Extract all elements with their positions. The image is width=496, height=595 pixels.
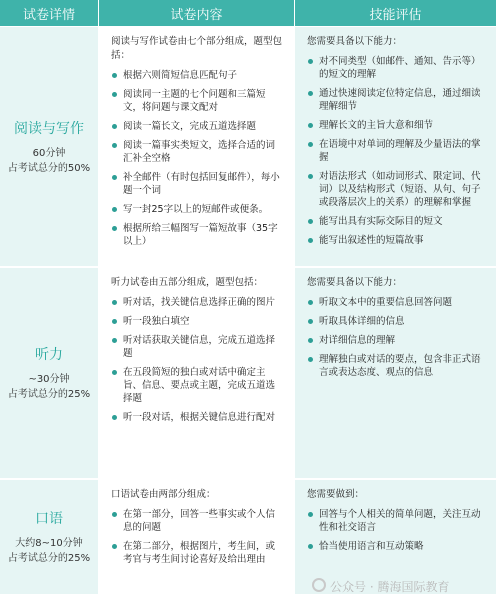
wechat-icon <box>312 578 326 592</box>
bullet-icon <box>112 73 117 78</box>
header-exam-details: 试卷详情 <box>0 0 98 26</box>
bullet-icon <box>112 143 117 148</box>
list-item: 回答与个人相关的简单问题，关注互动性和社交语言 <box>307 508 488 534</box>
section-weight: 占考试总分的25% <box>7 553 91 564</box>
bullet-icon <box>308 338 313 343</box>
bullet-icon <box>308 300 313 305</box>
list-item: 在第二部分，根据图片，考生间，或考官与考生间讨论喜好及给出理由 <box>111 540 284 566</box>
section-reading-writing-details <box>0 27 98 266</box>
bullet-icon <box>308 59 313 64</box>
list-item: 听一段独白填空 <box>111 315 284 328</box>
bullet-icon <box>308 91 313 96</box>
section-weight: 占考试总分的25% <box>7 389 91 400</box>
bullet-icon <box>112 544 117 549</box>
header-skill-assessment: 技能评估 <box>295 0 496 26</box>
bullet-icon <box>112 319 117 324</box>
bullet-icon <box>308 544 313 549</box>
section-duration: 60分钟 <box>32 147 66 159</box>
list-item: 写一封25字以上的短邮件或便条。 <box>111 203 284 216</box>
section-listening-content <box>99 268 294 478</box>
header-exam-content: 试卷内容 <box>99 0 294 26</box>
bullet-icon <box>112 226 117 231</box>
list-item: 对语法形式（如动词形式、限定词、代词）以及结构形式（短语、从句、句子或段落层次上的关系）的理解和掌握 <box>307 170 488 209</box>
list-item: 恰当使用语言和互动策略 <box>307 540 488 553</box>
bullet-icon <box>308 219 313 224</box>
bullet-icon <box>112 92 117 97</box>
list-item: 通过快速阅读定位特定信息，通过细读理解细节 <box>307 87 488 113</box>
list-item: 听一段对话，根据关键信息进行配对 <box>111 411 284 424</box>
bullet-icon <box>112 338 117 343</box>
skills-intro: 您需要具备以下能力： <box>307 277 403 288</box>
list-item: 听取具体详细的信息 <box>307 315 488 328</box>
bullet-icon <box>112 124 117 129</box>
list-item: 阅读一篇事实类短文，选择合适的词汇补全空格 <box>111 139 284 165</box>
list-item: 听对话，找关键信息选择正确的图片 <box>111 296 284 309</box>
skills-intro: 您需要做到： <box>307 489 365 500</box>
list-item: 根据六则简短信息匹配句子 <box>111 69 284 82</box>
bullet-icon <box>308 174 313 179</box>
list-item: 阅读同一主题的七个问题和三篇短文，将问题与课文配对 <box>111 88 284 114</box>
bullet-icon <box>308 319 313 324</box>
bullet-icon <box>112 300 117 305</box>
watermark: 公众号 · 腾海国际教育 <box>330 580 450 594</box>
list-item: 根据所给三幅图写一篇短故事（35字以上） <box>111 222 284 248</box>
list-item: 补全邮件（有时包括回复邮件），每小题一个词 <box>111 171 284 197</box>
list-item: 阅读一篇长文，完成五道选择题 <box>111 120 284 133</box>
section-duration: ~30分钟 <box>28 374 70 385</box>
section-speaking-content <box>99 480 294 594</box>
bullet-icon <box>308 357 313 362</box>
section-title: 口语 <box>35 511 63 527</box>
list-item: 在五段简短的独白或对话中确定主旨、信息、要点或主题，完成五道选择题 <box>111 366 284 405</box>
skills-intro: 您需要具备以下能力： <box>307 36 403 47</box>
section-title: 听力 <box>35 347 63 363</box>
list-item: 对详细信息的理解 <box>307 334 488 347</box>
bullet-icon <box>112 512 117 517</box>
bullet-icon <box>308 238 313 243</box>
list-item: 对不同类型（如邮件、通知、告示等）的短文的理解 <box>307 55 488 81</box>
section-duration: 大约8~10分钟 <box>15 538 83 549</box>
bullet-icon <box>308 142 313 147</box>
section-title: 阅读与写作 <box>14 120 84 137</box>
list-item: 能写出叙述性的短篇故事 <box>307 234 488 247</box>
bullet-icon <box>308 512 313 517</box>
content-intro: 听力试卷由五部分组成，题型包括： <box>111 277 264 288</box>
list-item: 听对话获取关键信息，完成五道选择题 <box>111 334 284 360</box>
list-item: 在语境中对单词的理解及少量语法的掌握 <box>307 138 488 164</box>
bullet-icon <box>112 415 117 420</box>
list-item: 理解长文的主旨大意和细节 <box>307 119 488 132</box>
section-weight: 占考试总分的50% <box>7 162 91 174</box>
content-intro: 阅读与写作试卷由七个部分组成，题型包括： <box>111 36 283 61</box>
section-speaking-skills <box>295 480 496 594</box>
list-item: 能写出具有实际交际目的短文 <box>307 215 488 228</box>
content-intro: 口语试卷由两部分组成： <box>111 489 216 500</box>
bullet-icon <box>112 207 117 212</box>
list-item: 在第一部分，回答一些事实或个人信息的问题 <box>111 508 284 534</box>
section-reading-writing-content <box>99 27 294 266</box>
section-listening-skills <box>295 268 496 478</box>
bullet-icon <box>112 175 117 180</box>
list-item: 听取文本中的重要信息回答问题 <box>307 296 488 309</box>
section-speaking-details <box>0 480 98 594</box>
bullet-icon <box>112 370 117 375</box>
section-listening-details <box>0 268 98 478</box>
section-reading-writing-skills <box>295 27 496 266</box>
list-item: 理解独白或对话的要点，包含非正式语言或表达态度、观点的信息 <box>307 353 488 379</box>
bullet-icon <box>308 123 313 128</box>
